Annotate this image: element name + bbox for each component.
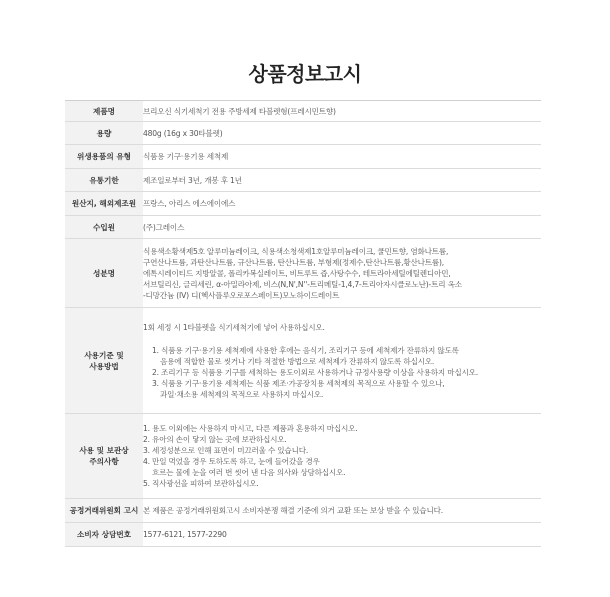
value-ingredients bbox=[143, 239, 541, 308]
label-fair-trade: 공정거래위원회 고시 bbox=[65, 499, 143, 523]
caution-item: 4. 만일 먹었을 경우 토하도록 하고, 눈에 들어갔을 경우 bbox=[143, 457, 320, 466]
row-consumer-center bbox=[65, 523, 541, 547]
row-product-name bbox=[65, 101, 541, 122]
value-fair-trade: 본 제품은 공정거래위원회고시 소비자분쟁 해결 기준에 의거 교환 또는 보상 받을 수 있습니다. bbox=[143, 499, 541, 523]
ingredients-line: 구연산나트륨, 과탄산나트륨, 규산나트륨, 탄산나트륨, 부형제(정제수,탄산나트륨,황산나트륨), bbox=[143, 257, 445, 267]
row-capacity bbox=[65, 122, 541, 145]
caution-item: 흐르는 물에 눈을 여러 번 씻어 낸 다음 의사와 상담하십시오. bbox=[152, 468, 346, 477]
value-expiry: 제조일로부터 3년, 개봉 후 1년 bbox=[143, 169, 541, 192]
label-product-name: 제품명 bbox=[65, 101, 143, 122]
caution-item: 1. 용도 이외에는 사용하지 마시고, 다른 제품과 혼용하지 마십시오. bbox=[143, 424, 358, 433]
value-importer: (주)그레이스 bbox=[143, 216, 541, 239]
usage-item: 과일·채소용 세척제의 목적으로 사용하지 마십시오. bbox=[160, 389, 324, 399]
label-usage-line: 사용방법 bbox=[89, 361, 119, 371]
row-caution bbox=[65, 414, 541, 499]
label-importer: 수입원 bbox=[65, 216, 143, 239]
product-info-table bbox=[65, 100, 541, 547]
row-importer bbox=[65, 216, 541, 239]
label-origin: 원산지, 해외제조원 bbox=[65, 192, 143, 216]
label-capacity: 용량 bbox=[65, 122, 143, 145]
ingredients-line: 식용색소황색제5호 알루미늄레이크, 식용색소청색제1호알루미늄레이크, 쿨민트향, 염화나트륨, bbox=[143, 246, 449, 256]
value-caution bbox=[143, 414, 541, 499]
label-caution bbox=[65, 414, 143, 499]
label-consumer-center: 소비자 상담번호 bbox=[65, 523, 143, 547]
row-origin bbox=[65, 192, 541, 216]
value-product-name: 브리오신 식기세척기 전용 주방세제 타블렛형(프레시민트향) bbox=[143, 101, 541, 122]
usage-item: 2. 조리기구 등 식품용 기구를 세척하는 용도이외로 사용하거나 규정사용량 이상을 사용하지 마십시오. bbox=[152, 367, 478, 377]
usage-intro: 1회 세정 시 1타블렛을 식기세척기에 넣어 사용하십시오. bbox=[143, 322, 325, 332]
label-caution-line: 주의사항 bbox=[89, 457, 119, 466]
usage-item: 음용에 적합한 물로 씻거나 기타 적절한 방법으로 세척제가 잔류하지 않도록 하십시오. bbox=[160, 356, 435, 366]
usage-item: 3. 식품용 기구·용기용 세척제는 식품 제조·가공장치용 세척제의 목적으로 사용할 수 있으나, bbox=[152, 378, 445, 388]
page-title: 상품정보고시 bbox=[248, 62, 362, 86]
label-usage bbox=[65, 308, 143, 414]
row-hygiene-type bbox=[65, 145, 541, 169]
value-hygiene-type: 식품용 기구·용기용 세척제 bbox=[143, 145, 541, 169]
ingredients-line: 서브틸리신, 글리세린, α-아밀라아제, 비스(N,N',N''-트리메틸-1,4,7-트리아자시클로노난)-트리 옥소 bbox=[143, 279, 462, 289]
label-caution-line: 사용 및 보관상 bbox=[79, 446, 129, 455]
caution-item: 3. 세정성분으로 인해 표면이 미끄러울 수 있습니다. bbox=[143, 446, 309, 455]
row-fair-trade bbox=[65, 499, 541, 523]
caution-item: 2. 유아의 손이 닿지 않는 곳에 보관하십시오. bbox=[143, 435, 287, 444]
usage-item: 1. 식품용 기구·용기용 세척제에 사용한 후에는 음식기, 조리기구 등에 세척제가 잔류하지 않도록 bbox=[152, 345, 459, 355]
value-usage bbox=[143, 308, 541, 414]
ingredients-line: 에톡시레이티드 지방알콜, 폴리카복실레이트, 비트루트 즙,사탕수수, 테트라아세틸에틸렌디아민, bbox=[143, 268, 451, 278]
label-ingredients: 성분명 bbox=[65, 239, 143, 308]
row-ingredients bbox=[65, 239, 541, 308]
label-hygiene-type: 위생용품의 유형 bbox=[65, 145, 143, 169]
value-consumer-center: 1577-6121, 1577-2290 bbox=[143, 523, 541, 547]
value-capacity: 480g (16g x 30타블렛) bbox=[143, 122, 541, 145]
label-usage-line: 사용기준 및 bbox=[84, 350, 124, 360]
row-usage bbox=[65, 308, 541, 414]
value-origin: 프랑스, 아리스 에스에이에스 bbox=[143, 192, 541, 216]
ingredients-line: -디망간늄 (IV) 디(헥사플루오로포스페이트)모노하이드레이트 bbox=[143, 290, 340, 300]
row-expiry bbox=[65, 169, 541, 192]
caution-item: 5. 직사광선을 피하여 보관하십시오. bbox=[143, 479, 259, 488]
label-expiry: 유통기한 bbox=[65, 169, 143, 192]
